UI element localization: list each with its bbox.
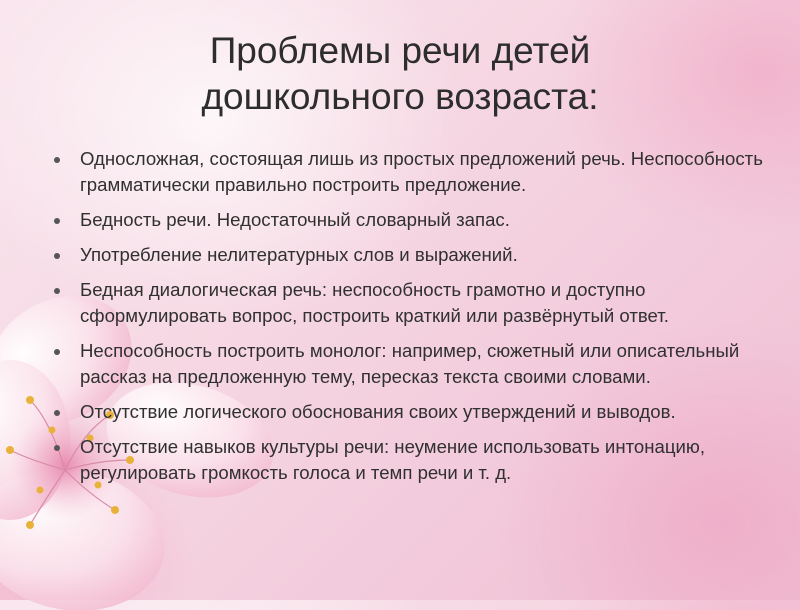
bullet-list <box>54 146 774 495</box>
slide-title <box>120 28 680 120</box>
bullet-item <box>54 338 774 390</box>
bullet-dot-icon <box>54 349 60 355</box>
bullet-dot-icon <box>54 157 60 163</box>
bullet-text: Неспособность построить монолог: например, сюжетный или описательный рассказ на предложенную тему, пересказ текста своими словами. <box>80 340 740 387</box>
bullet-text: Отсутствие навыков культуры речи: неумение использовать интонацию, регулировать громкость голоса и темп речи и т. д. <box>80 436 705 483</box>
bullet-dot-icon <box>54 253 60 259</box>
bullet-item <box>54 146 774 198</box>
bullet-item <box>54 207 774 233</box>
bullet-text: Отсутствие логического обоснования своих утверждений и выводов. <box>80 401 676 422</box>
bullet-item <box>54 434 774 486</box>
bullet-text: Употребление нелитературных слов и выражений. <box>80 244 518 265</box>
bullet-text: Бедная диалогическая речь: неспособность грамотно и доступно сформулировать вопрос, построить краткий или развёрнутый ответ. <box>80 279 669 326</box>
bullet-item <box>54 242 774 268</box>
slide-title-line-2: дошкольного возраста: <box>201 76 599 117</box>
bullet-text: Односложная, состоящая лишь из простых предложений речь. Неспособность грамматически правильно построить предложение. <box>80 148 763 195</box>
bullet-text: Бедность речи. Недостаточный словарный запас. <box>80 209 510 230</box>
bullet-dot-icon <box>54 410 60 416</box>
bullet-item <box>54 277 774 329</box>
bullet-dot-icon <box>54 218 60 224</box>
bullet-item <box>54 399 774 425</box>
bullet-dot-icon <box>54 288 60 294</box>
bullet-dot-icon <box>54 445 60 451</box>
slide-title-line-1: Проблемы речи детей <box>209 30 591 71</box>
